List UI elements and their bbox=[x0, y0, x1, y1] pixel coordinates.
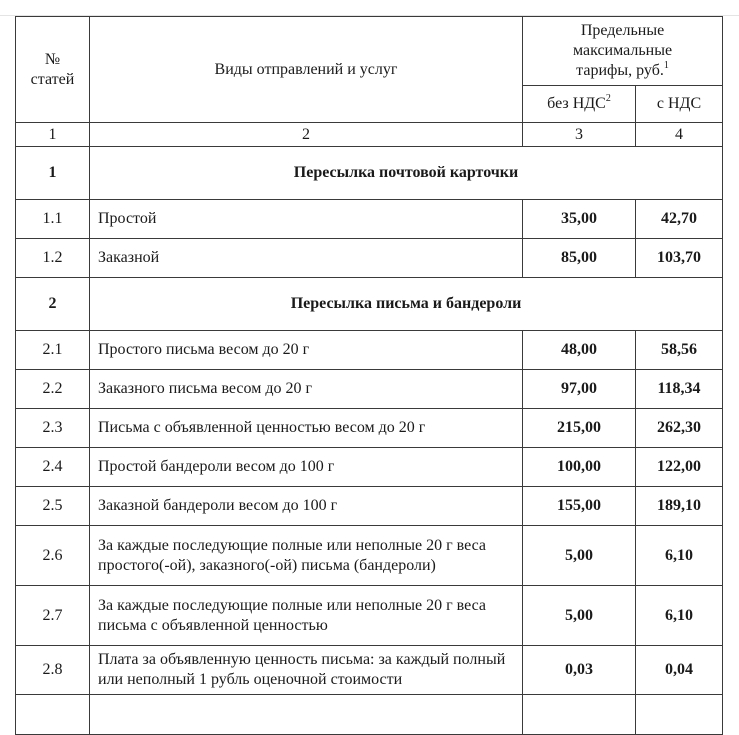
header-col-with-vat: с НДС bbox=[636, 86, 723, 123]
table-row bbox=[16, 370, 723, 409]
row-price-with-vat: 122,00 bbox=[636, 448, 723, 487]
header-col-number bbox=[16, 17, 90, 123]
row-number: 2.1 bbox=[16, 331, 90, 370]
row-description: За каждые последующие полные или неполные 20 г веса простого(-ой), заказного(-ой) письма (бандероли) bbox=[90, 526, 523, 586]
row-price-without-vat: 100,00 bbox=[523, 448, 636, 487]
row-price-without-vat: 85,00 bbox=[523, 239, 636, 278]
row-description: Простой bbox=[90, 200, 523, 239]
row-price-without-vat: 5,00 bbox=[523, 586, 636, 646]
row-price-without-vat: 35,00 bbox=[523, 200, 636, 239]
row-number: 1.1 bbox=[16, 200, 90, 239]
table-row bbox=[16, 646, 723, 695]
section-number: 1 bbox=[16, 147, 90, 200]
footnote-1: 1 bbox=[663, 60, 669, 71]
table-row bbox=[16, 487, 723, 526]
section-row bbox=[16, 147, 723, 200]
row-number: 2.6 bbox=[16, 526, 90, 586]
row-description: За каждые последующие полные или неполные 20 г веса письма с объявленной ценностью bbox=[90, 586, 523, 646]
row-price-with-vat: 0,04 bbox=[636, 646, 723, 695]
row-description: Заказной бандероли весом до 100 г bbox=[90, 487, 523, 526]
table-row-continued bbox=[16, 695, 723, 735]
header-col-number-line1: № bbox=[44, 50, 61, 68]
row-description: Заказной bbox=[90, 239, 523, 278]
row-number: 1.2 bbox=[16, 239, 90, 278]
table-row bbox=[16, 586, 723, 646]
row-number-cell-empty bbox=[16, 695, 90, 735]
header-col-tariffs bbox=[523, 17, 723, 86]
footnote-2: 2 bbox=[605, 93, 611, 104]
table-row bbox=[16, 409, 723, 448]
row-description: Заказного письма весом до 20 г bbox=[90, 370, 523, 409]
row-price-with-vat: 42,70 bbox=[636, 200, 723, 239]
tariff-table bbox=[15, 16, 723, 735]
row-price-with-vat: 262,30 bbox=[636, 409, 723, 448]
header-col-without-vat-label: без НДС bbox=[547, 95, 606, 112]
row-price-without-vat: 215,00 bbox=[523, 409, 636, 448]
column-index: 2 bbox=[90, 123, 523, 147]
row-number: 2.5 bbox=[16, 487, 90, 526]
row-price-without-vat: 0,03 bbox=[523, 646, 636, 695]
header-row bbox=[16, 17, 723, 86]
row-price-with-vat: 6,10 bbox=[636, 526, 723, 586]
column-index-row bbox=[16, 123, 723, 147]
row-number: 2.8 bbox=[16, 646, 90, 695]
row-price-without-vat: 97,00 bbox=[523, 370, 636, 409]
row-description: Плата за объявленную ценность письма: за каждый полный или неполный 1 рубль оценочной стоимости bbox=[90, 646, 523, 695]
column-index: 1 bbox=[16, 123, 90, 147]
row-price-with-vat: 6,10 bbox=[636, 586, 723, 646]
row-price-cell-empty bbox=[636, 695, 723, 735]
table-row bbox=[16, 200, 723, 239]
table-row bbox=[16, 448, 723, 487]
row-price-with-vat: 58,56 bbox=[636, 331, 723, 370]
header-col-tariffs-line3: тарифы, руб. bbox=[576, 62, 664, 79]
row-price-with-vat: 189,10 bbox=[636, 487, 723, 526]
section-row bbox=[16, 278, 723, 331]
column-index: 3 bbox=[523, 123, 636, 147]
row-description-cell-empty bbox=[90, 695, 523, 735]
row-description: Простой бандероли весом до 100 г bbox=[90, 448, 523, 487]
table-row bbox=[16, 239, 723, 278]
header-col-without-vat bbox=[523, 86, 636, 123]
section-title: Пересылка почтовой карточки bbox=[90, 147, 723, 200]
row-price-with-vat: 103,70 bbox=[636, 239, 723, 278]
header-col-tariffs-line2: максимальные bbox=[572, 42, 673, 59]
row-description: Простого письма весом до 20 г bbox=[90, 331, 523, 370]
table-row bbox=[16, 331, 723, 370]
row-price-without-vat: 5,00 bbox=[523, 526, 636, 586]
row-price-without-vat: 155,00 bbox=[523, 487, 636, 526]
row-number: 2.7 bbox=[16, 586, 90, 646]
section-number: 2 bbox=[16, 278, 90, 331]
row-number: 2.4 bbox=[16, 448, 90, 487]
row-price-with-vat: 118,34 bbox=[636, 370, 723, 409]
row-number: 2.3 bbox=[16, 409, 90, 448]
row-price-without-vat: 48,00 bbox=[523, 331, 636, 370]
row-number: 2.2 bbox=[16, 370, 90, 409]
column-index: 4 bbox=[636, 123, 723, 147]
row-price-cell-empty bbox=[523, 695, 636, 735]
header-col-types: Виды отправлений и услуг bbox=[90, 17, 523, 123]
header-col-number-line2: статей bbox=[30, 70, 75, 88]
section-title: Пересылка письма и бандероли bbox=[90, 278, 723, 331]
row-description: Письма с объявленной ценностью весом до 20 г bbox=[90, 409, 523, 448]
table-row bbox=[16, 526, 723, 586]
header-col-tariffs-line1: Предельные bbox=[580, 22, 665, 39]
